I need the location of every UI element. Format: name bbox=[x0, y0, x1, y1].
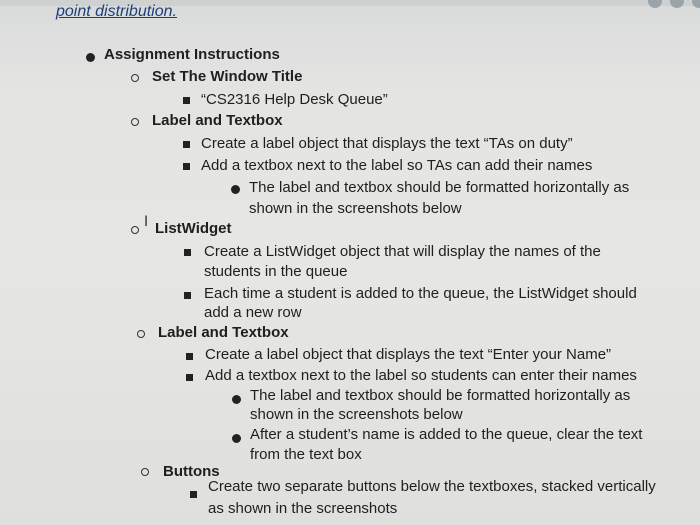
list-item: Set The Window Title bbox=[152, 68, 303, 85]
circle-bullet-icon bbox=[131, 226, 139, 234]
circle-icon bbox=[692, 0, 700, 8]
square-bullet-icon bbox=[186, 353, 193, 360]
list-item: Create a ListWidget object that will display the names of the bbox=[204, 243, 601, 260]
section-heading: point distribution. bbox=[56, 3, 177, 20]
list-item: Assignment Instructions bbox=[104, 46, 280, 63]
text-cursor-icon: I bbox=[144, 214, 149, 230]
list-item: After a student’s name is added to the queue, clear the text bbox=[250, 426, 643, 443]
list-item: Label and Textbox bbox=[158, 324, 289, 341]
list-item: The label and textbox should be formatted horizontally as bbox=[250, 387, 631, 404]
circle-bullet-icon bbox=[131, 118, 139, 126]
circle-bullet-icon bbox=[137, 330, 145, 338]
disc-bullet-icon bbox=[232, 434, 241, 443]
corner-icons bbox=[640, 0, 700, 8]
list-item-continued: shown in the screenshots below bbox=[250, 406, 463, 423]
list-item-continued: students in the queue bbox=[204, 263, 348, 280]
list-item: Add a textbox next to the label so TAs can add their names bbox=[201, 157, 593, 174]
disc-bullet-icon bbox=[231, 185, 240, 194]
circle-bullet-icon bbox=[131, 74, 139, 82]
list-item: The label and textbox should be formatted horizontally as bbox=[249, 179, 630, 196]
disc-bullet-icon bbox=[86, 53, 95, 62]
list-item: ListWidget bbox=[155, 220, 232, 237]
circle-icon bbox=[648, 0, 662, 8]
list-item-continued: as shown in the screenshots bbox=[208, 500, 398, 517]
list-item: Create a label object that displays the text “Enter your Name” bbox=[205, 346, 612, 363]
square-bullet-icon bbox=[183, 141, 190, 148]
list-item-continued: add a new row bbox=[204, 304, 302, 321]
square-bullet-icon bbox=[184, 249, 191, 256]
square-bullet-icon bbox=[186, 374, 193, 381]
square-bullet-icon bbox=[183, 97, 190, 104]
list-item: “CS2316 Help Desk Queue” bbox=[201, 91, 388, 108]
square-bullet-icon bbox=[183, 163, 190, 170]
square-bullet-icon bbox=[190, 491, 197, 498]
list-item: Buttons bbox=[163, 463, 220, 480]
list-item: Create a label object that displays the text “TAs on duty” bbox=[201, 135, 573, 152]
circle-icon bbox=[670, 0, 684, 8]
list-item-continued: shown in the screenshots below bbox=[249, 200, 462, 217]
list-item: Each time a student is added to the queue, the ListWidget should bbox=[204, 285, 637, 302]
list-item: Label and Textbox bbox=[152, 112, 283, 129]
list-item: Create two separate buttons below the textboxes, stacked vertically bbox=[208, 478, 656, 495]
circle-bullet-icon bbox=[141, 468, 149, 476]
disc-bullet-icon bbox=[232, 395, 241, 404]
square-bullet-icon bbox=[184, 292, 191, 299]
list-item: Add a textbox next to the label so students can enter their names bbox=[205, 367, 637, 384]
list-item-continued: from the text box bbox=[250, 446, 362, 463]
